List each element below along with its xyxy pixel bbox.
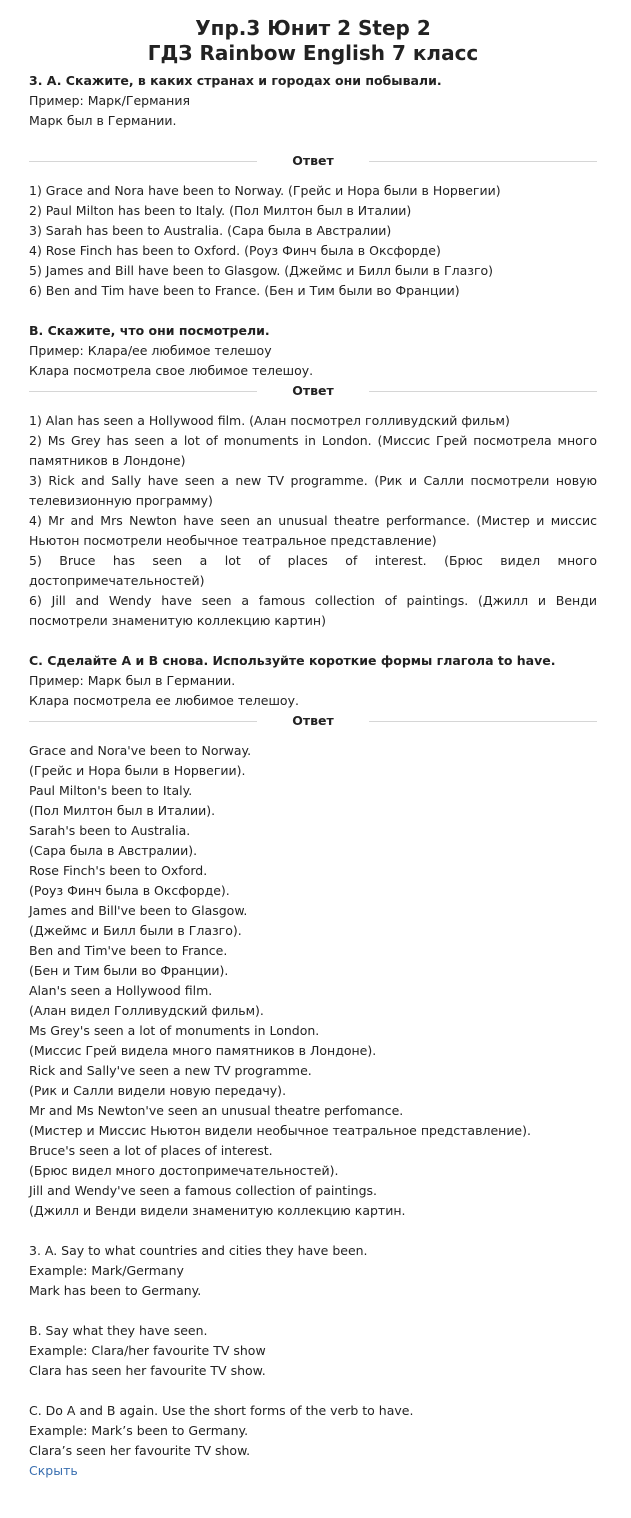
answer-line: (Грейс и Нора были в Норвегии).	[29, 763, 246, 778]
section-b-answers	[29, 411, 597, 631]
section-a-example-1: Пример: Марк/Германия	[29, 93, 190, 108]
section-a-example-2: Марк был в Германии.	[29, 113, 177, 128]
answer-label: Ответ	[292, 383, 334, 398]
answer-separator-b	[29, 381, 597, 401]
answer-line: 5) Bruce has seen a lot of places of interest. (Брюс видел много достопримечательностей)	[29, 553, 597, 588]
spacer	[29, 131, 597, 151]
answer-line: (Алан видел Голливудский фильм).	[29, 1003, 264, 1018]
answer-separator-a	[29, 151, 597, 171]
answer-line: 3) Sarah has been to Australia. (Сара была в Австралии)	[29, 223, 392, 238]
answer-line: (Джеймс и Билл были в Глазго).	[29, 923, 242, 938]
spacer	[29, 171, 597, 181]
english-b-heading: B. Say what they have seen.	[29, 1323, 208, 1338]
title-line-2: ГДЗ Rainbow English 7 класс	[147, 41, 479, 65]
answer-line: (Бен и Тим были во Франции).	[29, 963, 229, 978]
english-c-example-1: Example: Mark’s been to Germany.	[29, 1423, 249, 1438]
answer-line: 2) Paul Milton has been to Italy. (Пол Милтон был в Италии)	[29, 203, 412, 218]
section-c-example-1: Пример: Марк был в Германии.	[29, 673, 236, 688]
spacer	[29, 1221, 597, 1241]
section-a-heading: 3. A. Скажите, в каких странах и городах они побывали.	[29, 73, 442, 88]
spacer	[29, 1301, 597, 1321]
answer-line: 1) Alan has seen a Hollywood film. (Алан посмотрел голливудский фильм)	[29, 413, 510, 428]
answer-line: Jill and Wendy've seen a famous collection of paintings.	[29, 1183, 378, 1198]
english-translation	[29, 1241, 597, 1461]
english-c-example-2: Clara’s seen her favourite TV show.	[29, 1443, 251, 1458]
answer-line: 4) Rose Finch has been to Oxford. (Роуз Финч была в Оксфорде)	[29, 243, 441, 258]
answer-line: Mr and Ms Newton've seen an unusual theatre perfomance.	[29, 1103, 404, 1118]
answer-line: Rose Finch's been to Oxford.	[29, 863, 208, 878]
spacer	[29, 731, 597, 741]
section-c-answers	[29, 741, 597, 1221]
answer-line: Bruce's seen a lot of places of interest.	[29, 1143, 273, 1158]
answer-separator-c	[29, 711, 597, 731]
answer-line: Ms Grey's seen a lot of monuments in London.	[29, 1023, 320, 1038]
answer-line: 6) Ben and Tim have been to France. (Бен и Тим были во Франции)	[29, 283, 460, 298]
answer-line: (Пол Милтон был в Италии).	[29, 803, 216, 818]
section-c-heading: C. Сделайте A и B снова. Используйте короткие формы глагола to have.	[29, 653, 556, 668]
section-a-answers	[29, 181, 597, 301]
answer-line: Sarah's been to Australia.	[29, 823, 191, 838]
answer-line: (Миссис Грей видела много памятников в Лондоне).	[29, 1043, 377, 1058]
page-title	[29, 0, 597, 66]
english-a-example-2: Mark has been to Germany.	[29, 1283, 202, 1298]
answer-line: Ben and Tim've been to France.	[29, 943, 228, 958]
section-b-example-1: Пример: Клара/ее любимое телешоу	[29, 343, 272, 358]
english-a-heading: 3. A. Say to what countries and cities they have been.	[29, 1243, 368, 1258]
section-b-example-2: Клара посмотрела свое любимое телешоу.	[29, 363, 314, 378]
english-a-example-1: Example: Mark/Germany	[29, 1263, 184, 1278]
english-c-heading: C. Do A and B again. Use the short forms of the verb to have.	[29, 1403, 414, 1418]
answer-line: (Джилл и Венди видели знаменитую коллекцию картин.	[29, 1203, 406, 1218]
answer-line: (Роуз Финч была в Оксфорде).	[29, 883, 230, 898]
answer-line: Paul Milton's been to Italy.	[29, 783, 193, 798]
english-b-example-1: Example: Clara/her favourite TV show	[29, 1343, 266, 1358]
answer-line: (Рик и Салли видели новую передачу).	[29, 1083, 287, 1098]
hide-link[interactable]: Скрыть	[29, 1463, 78, 1478]
section-c-example-2: Клара посмотрела ее любимое телешоу.	[29, 693, 299, 708]
answer-line: 6) Jill and Wendy have seen a famous collection of paintings. (Джилл и Венди посмотрели знаменитую коллекцию картин)	[29, 593, 597, 628]
english-b-example-2: Clara has seen her favourite TV show.	[29, 1363, 266, 1378]
answer-line: James and Bill've been to Glasgow.	[29, 903, 248, 918]
section-b-heading: B. Скажите, что они посмотрели.	[29, 323, 270, 338]
answer-line: Grace and Nora've been to Norway.	[29, 743, 252, 758]
answer-line: 1) Grace and Nora have been to Norway. (Грейс и Нора были в Норвегии)	[29, 183, 501, 198]
answer-line: (Брюс видел много достопримечательностей).	[29, 1163, 339, 1178]
answer-line: (Сара была в Австралии).	[29, 843, 198, 858]
answer-line: 3) Rick and Sally have seen a new TV programme. (Рик и Салли посмотрели новую телевизионную программу)	[29, 473, 597, 508]
answer-line: (Мистер и Миссис Ньютон видели необычное театральное представление).	[29, 1123, 531, 1138]
answer-line: 5) James and Bill have been to Glasgow. (Джеймс и Билл были в Глазго)	[29, 263, 494, 278]
answer-line: Alan's seen a Hollywood film.	[29, 983, 213, 998]
spacer	[29, 401, 597, 411]
answer-label: Ответ	[292, 713, 334, 728]
spacer	[29, 301, 597, 321]
answer-label: Ответ	[292, 153, 334, 168]
spacer	[29, 631, 597, 651]
spacer	[29, 1381, 597, 1401]
answer-line: Rick and Sally've seen a new TV programme.	[29, 1063, 312, 1078]
answer-line: 2) Ms Grey has seen a lot of monuments in London. (Миссис Грей посмотрела много памятников в Лондоне)	[29, 433, 597, 468]
title-line-1: Упр.3 Юнит 2 Step 2	[195, 16, 431, 40]
answer-line: 4) Mr and Mrs Newton have seen an unusual theatre performance. (Мистер и миссис Ньютон посмотрели необычное театральное представление)	[29, 513, 597, 548]
